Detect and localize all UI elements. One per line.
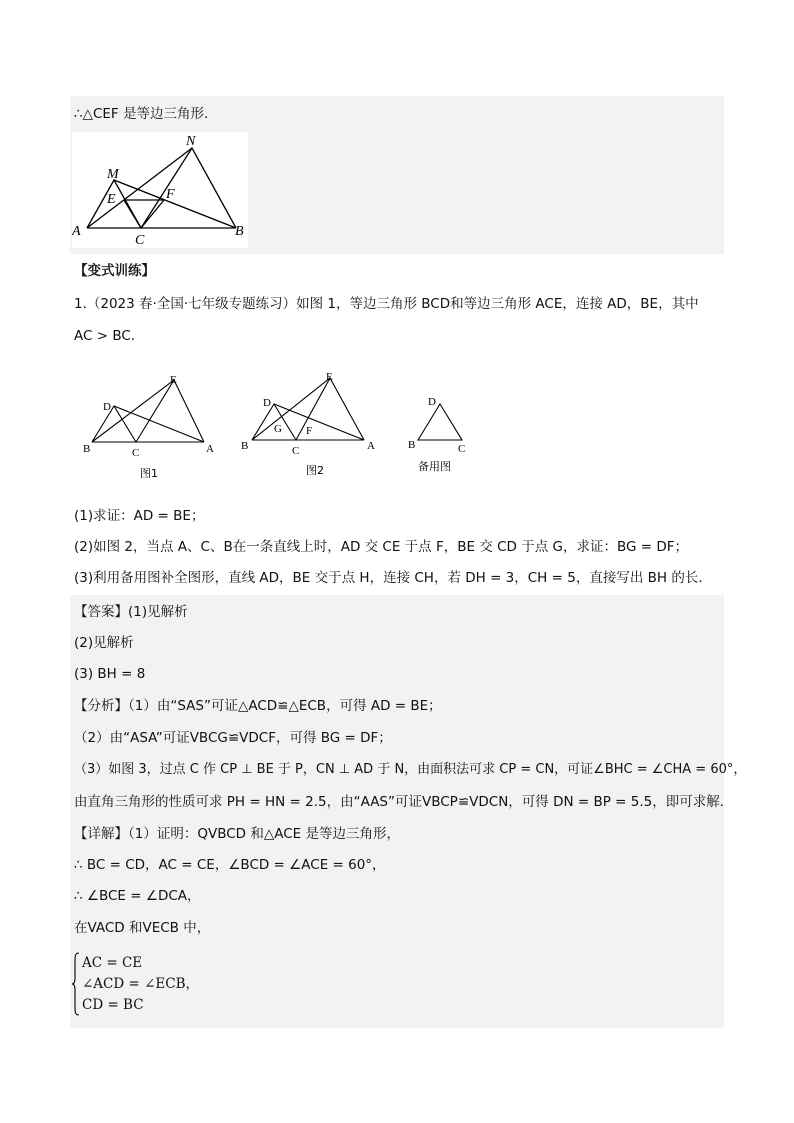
fig2-label-F: F [306,425,313,437]
detail-1: 【详解】（1）证明：QVBCD 和△ACE 是等边三角形， [74,826,400,842]
system-brace [72,952,80,1016]
question-1-line-1: 1.（2023 春·全国·七年级专题练习）如图 1，等边三角形 BCD和等边三角形 ACE，连接 AD，BE，其中 [74,296,699,312]
conclusion-text: ∴△CEF 是等边三角形. [74,106,209,122]
fig3-label-D: D [428,396,436,408]
fig1-caption: 图1 [140,467,158,480]
answer-3: (3) BH = 8 [74,666,146,682]
label-C: C [135,233,145,248]
fig2-label-G: G [274,423,282,435]
label-M: M [107,167,119,182]
detail-4: 在VACD 和VECB 中， [74,920,211,936]
system-line-2: ∠ACD = ∠ECB， [82,976,200,992]
system-line-1: AC = CE [82,955,143,971]
fig2-label-C: C [292,445,300,457]
fig2-label-A: A [367,440,375,452]
figure-2 [236,368,386,478]
question-1-line-2: AC > BC． [74,328,145,344]
fig1-label-C: C [132,447,140,459]
answer-2: (2)见解析 [74,635,134,651]
answer-1: 【答案】(1)见解析 [74,604,188,620]
fig1-label-A: A [206,443,214,455]
figure-3-backup [400,390,480,480]
sub-question-3: (3)利用备用图补全图形，直线 AD，BE 交于点 H，连接 CH，若 DH = 3，CH = 5，直接写出 BH 的长． [74,570,712,586]
figure-top [72,132,248,248]
fig2-label-B: B [241,440,249,452]
fig3-caption: 备用图 [418,460,451,473]
sub-question-1: (1)求证：AD = BE； [74,508,205,524]
fig1-label-E: E [170,374,177,386]
figure-1 [80,370,220,480]
detail-2: ∴ BC = CD，AC = CE，∠BCD = ∠ACE = 60°， [74,857,386,873]
fig1-label-D: D [103,401,111,413]
detail-3: ∴ ∠BCE = ∠DCA， [74,888,201,904]
fig2-label-D: D [263,397,271,409]
system-line-3: CD = BC [82,997,144,1013]
analysis-3b: 由直角三角形的性质可求 PH = HN = 2.5，由“AAS”可证VBCP≌VDCN，可得 DN = BP = 5.5，即可求解． [74,794,734,810]
fig1-label-B: B [83,443,91,455]
label-F: F [166,187,175,202]
practice-heading: 【变式训练】 [74,263,155,279]
label-B: B [235,224,244,239]
analysis-3a: （3）如图 3，过点 C 作 CP ⊥ BE 于 P，CN ⊥ AD 于 N，由面积法可求 CP = CN，可证∠BHC = ∠CHA = 60°， [74,762,747,777]
fig2-label-E: E [326,371,333,383]
analysis-2: （2）由“ASA”可证VBCG≌VDCF，可得 BG = DF； [74,730,392,746]
sub-question-2: (2)如图 2，当点 A、C、B在一条直线上时，AD 交 CE 于点 F，BE 交 CD 于点 G，求证：BG = DF； [74,539,689,555]
label-N: N [186,134,196,149]
label-E: E [107,192,116,207]
fig3-label-B: B [408,439,416,451]
fig2-caption: 图2 [306,464,324,477]
fig3-label-C: C [458,443,466,455]
label-A: A [72,224,81,239]
analysis-1: 【分析】（1）由“SAS”可证△ACD≌△ECB，可得 AD = BE； [74,698,442,714]
